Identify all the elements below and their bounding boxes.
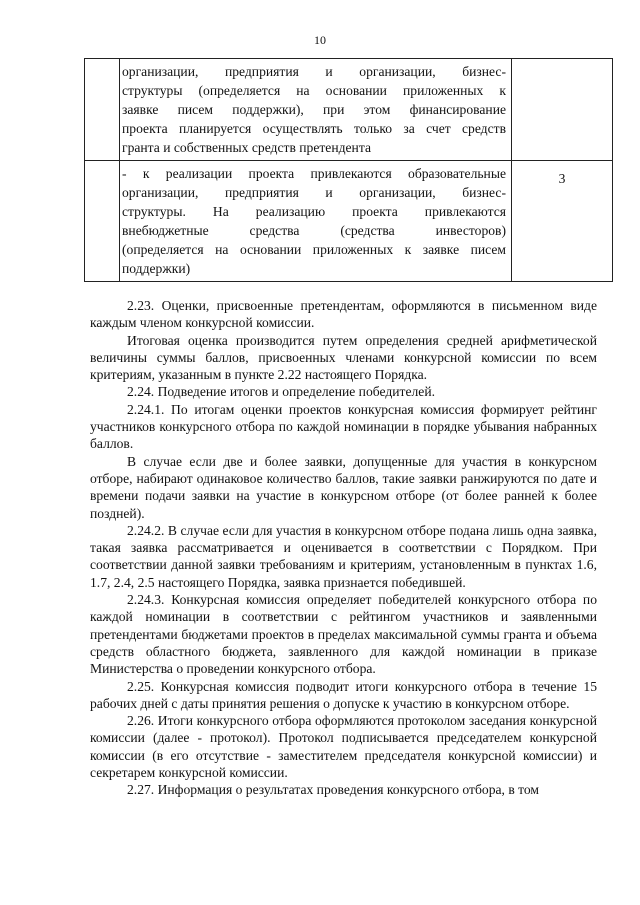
paragraph: 2.27. Информация о результатах проведения конкурсного отбора, в том: [127, 782, 540, 798]
table-cell-empty: [85, 161, 120, 282]
paragraph: 2.24. Подведение итогов и определение победителей.: [127, 384, 435, 400]
table-text-line: гранта и собственных средств претендента: [122, 140, 371, 155]
table-cell-criterion: [120, 161, 512, 282]
table-text-line: поддержки): [122, 261, 191, 276]
table-text-line: - к реализации проекта привлекаются образовательные: [122, 166, 506, 181]
table-cell-empty: [85, 59, 120, 161]
paragraph: Итоговая оценка производится путем определения средней арифметической величины суммы баллов, присвоенных членами конкурсной комиссии по всем критериям, указанным в пункте 2.22 настоящего Порядка.: [90, 332, 597, 383]
table-text-line: организации, предприятия и организации, бизнес-: [122, 185, 506, 200]
paragraph: 2.25. Конкурсная комиссия подводит итоги конкурсного отбора в течение 15 рабочих дней с даты принятия решения о допуске к участию в конкурсном отборе.: [90, 678, 597, 711]
criteria-table: [84, 58, 613, 282]
document-body: [90, 297, 597, 799]
table-text-line: структуры (определяется на основании приложенных к: [122, 83, 506, 98]
table-text-line: внебюджетные средства (средства инвесторов): [122, 223, 506, 238]
table-row: [85, 161, 613, 282]
table-text-line: проекта планируется осуществлять только за счет средств: [122, 121, 506, 136]
table-row: [85, 59, 613, 161]
table-cell-score: [512, 59, 613, 161]
paragraph: 2.24.1. По итогам оценки проектов конкурсная комиссия формирует рейтинг участников конкурсного отбора по каждой номинации в порядке убывания набранных баллов.: [90, 401, 597, 452]
table-cell-criterion: [120, 59, 512, 161]
table-text-line: (определяется на основании приложенных к заявке писем: [122, 242, 506, 257]
paragraph: 2.26. Итоги конкурсного отбора оформляются протоколом заседания конкурсной комиссии (далее - протокол). Протокол подписывается председателем конкурсной комиссии (в его отсутствие - заместителем председателя конкурсной комиссии) и секретарем конкурсной комиссии.: [90, 713, 597, 781]
table-text-line: организации, предприятия и организации, бизнес-: [122, 64, 506, 79]
paragraph: 2.24.3. Конкурсная комиссия определяет победителей конкурсного отбора по каждой номинации в соответствии с рейтингом участников и заявленными претендентами бюджетами проектов в пределах максимальной суммы гранта и объема средств областного бюджета, заявленного для каждой номинации в приказе Министерства о проведении конкурсного отбора.: [90, 592, 597, 677]
paragraph: В случае если две и более заявки, допущенные для участия в конкурсном отборе, набирают одинаковое количество баллов, такие заявки ранжируются по дате и времени подачи заявки на участие в конкурсном отборе (от более ранней к более поздней).: [90, 453, 597, 521]
table-cell-score: 3: [512, 161, 613, 282]
paragraph: 2.24.2. В случае если для участия в конкурсном отборе подана лишь одна заявка, такая заявка рассматривается и оценивается в соответствии с Порядком. При соответствии данной заявки требованиям и критериям, установленным в пунктах 1.6, 1.7, 2.4, 2.5 настоящего Порядка, заявка признается победившей.: [90, 522, 597, 590]
table-text-line: структуры. На реализацию проекта привлекаются: [122, 204, 506, 219]
table-text-line: заявке писем поддержки), при этом финансирование: [122, 102, 506, 117]
paragraph: 2.23. Оценки, присвоенные претендентам, оформляются в письменном виде каждым членом конкурсной комиссии.: [90, 298, 597, 331]
page-number: 10: [314, 33, 326, 47]
